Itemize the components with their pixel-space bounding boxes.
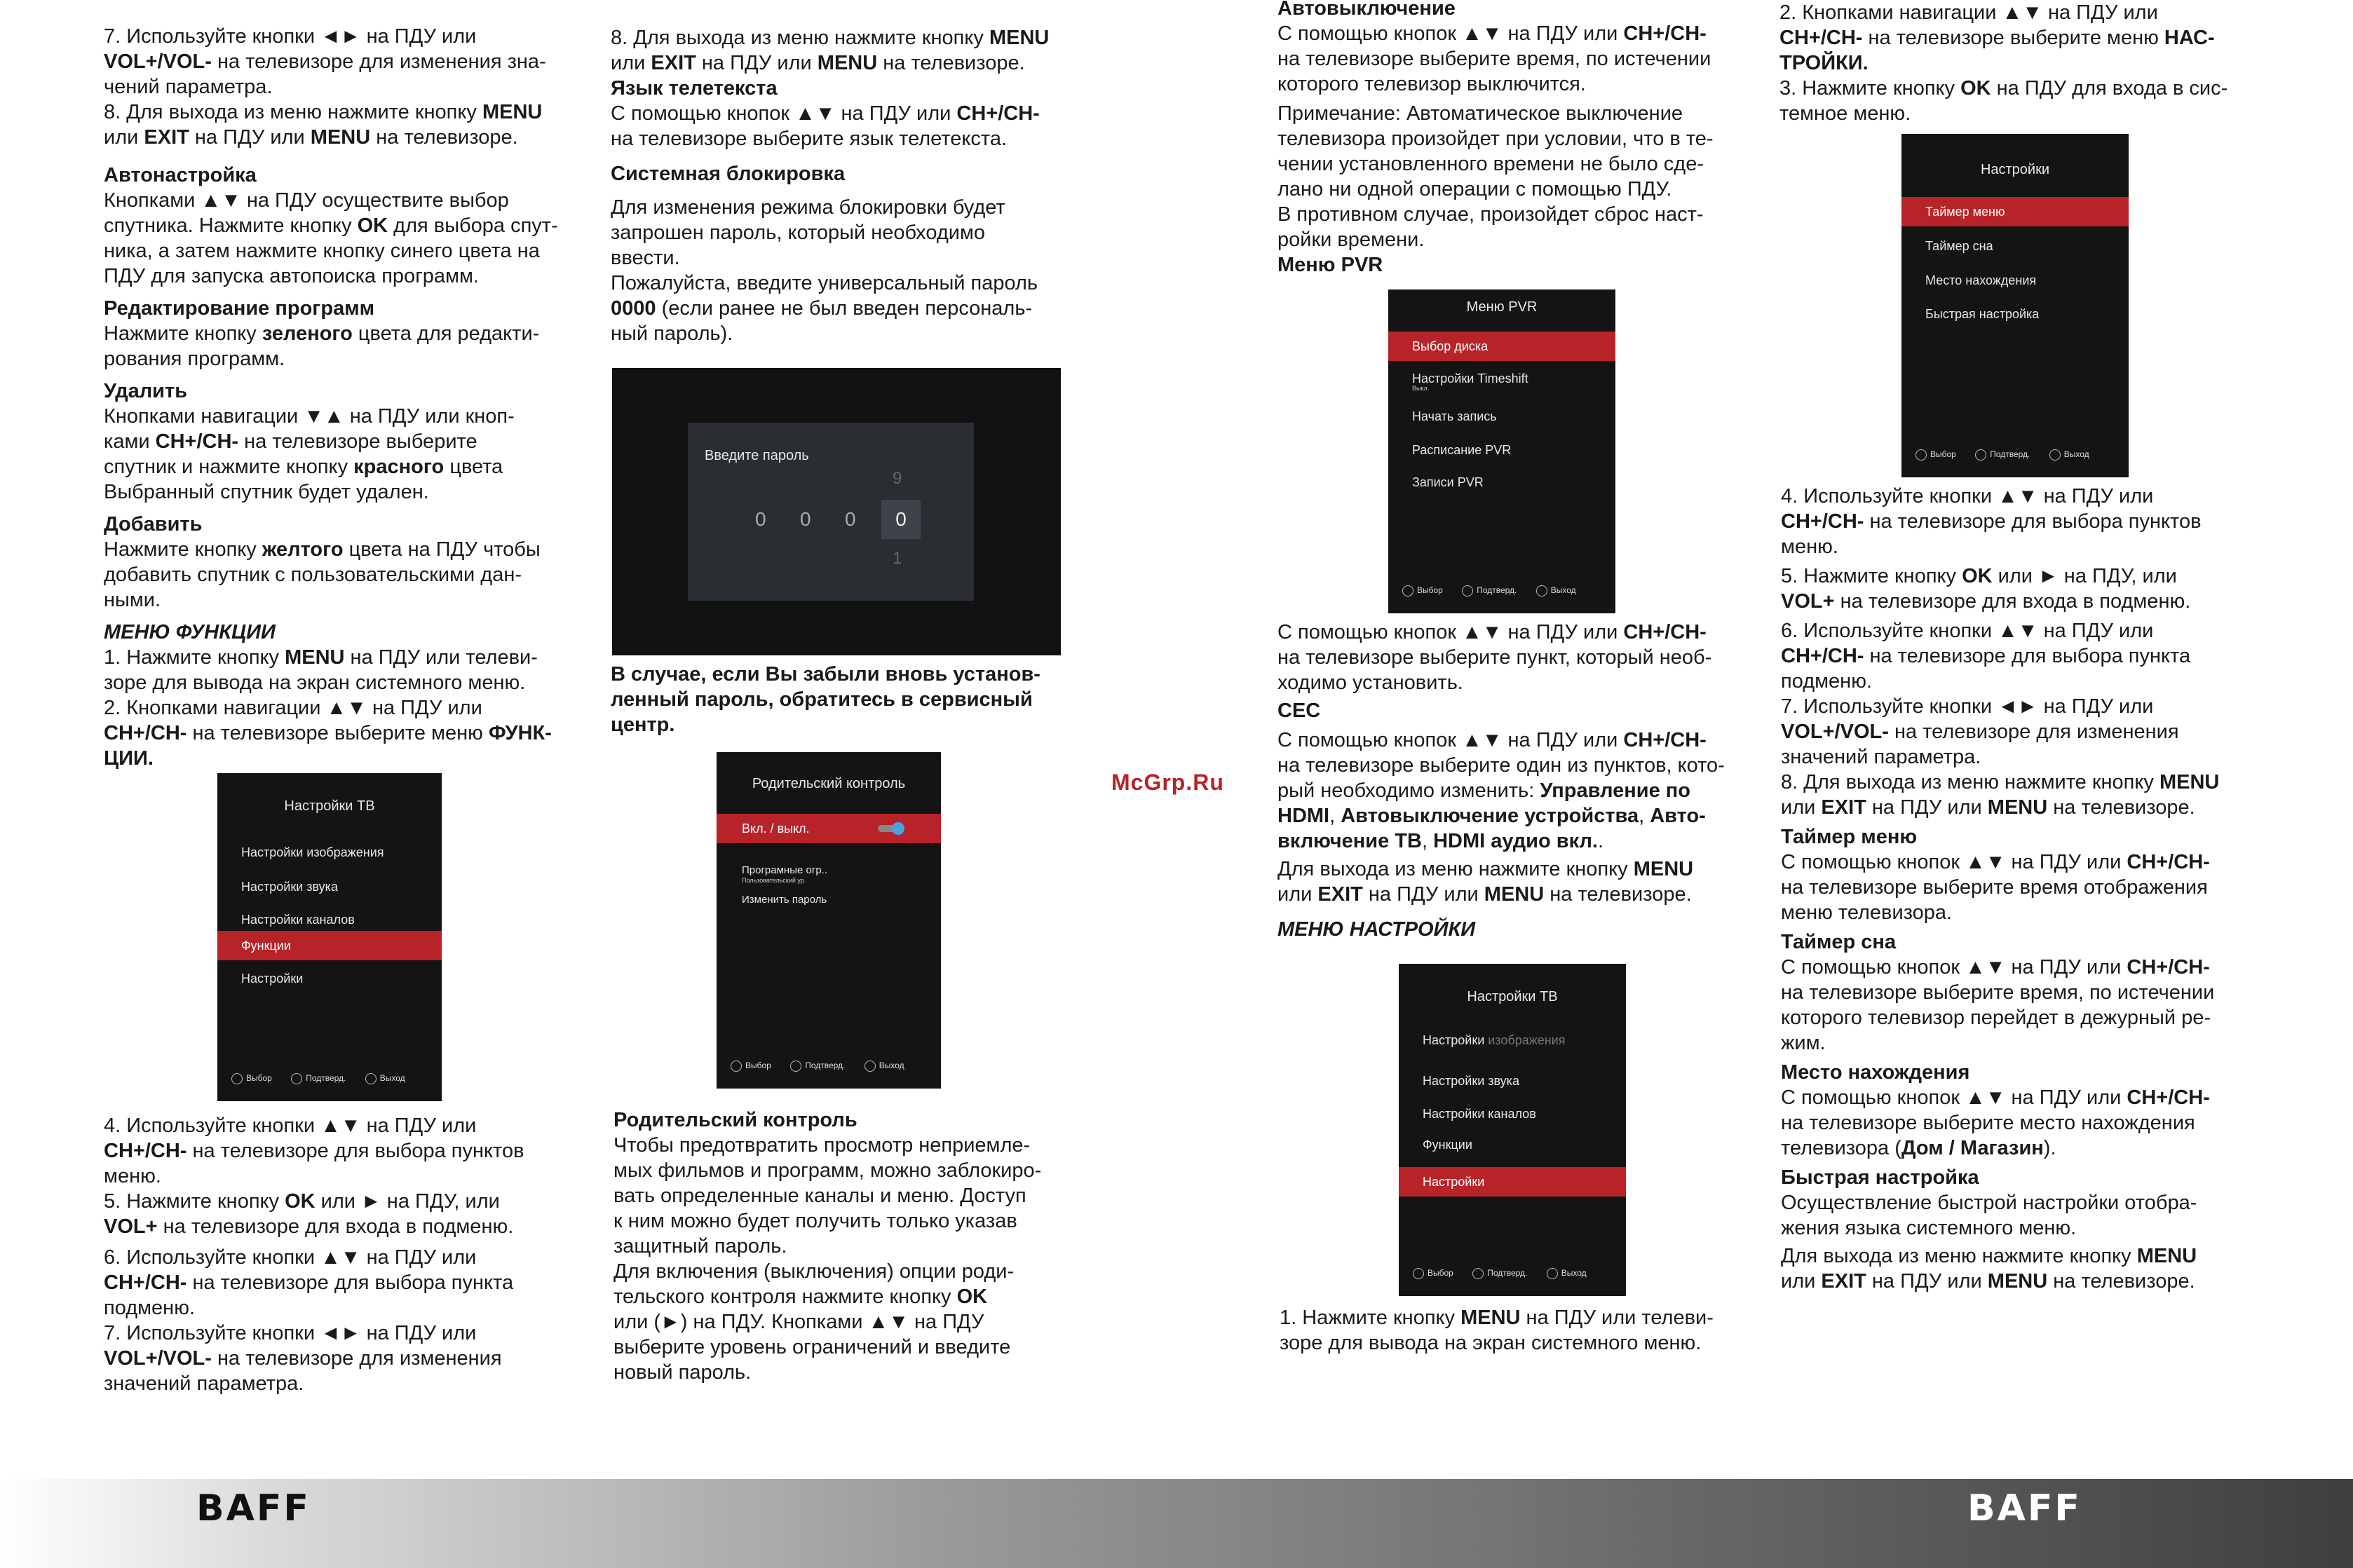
ok-icon — [291, 1073, 302, 1084]
digit-above: 9 — [893, 469, 902, 488]
brand-logo-right: BAFF — [1967, 1487, 2082, 1529]
exit-icon — [1547, 1268, 1558, 1279]
autooff-heading: Автовыключение — [1277, 0, 1456, 20]
screen-footer: Выбор Подтверд. Выход — [1413, 1268, 1619, 1279]
pvr-text: С помощью кнопок ▲▼ на ПДУ или CH+/CH- на телевизоре выберите пункт, который необ- ходимо установить. — [1277, 621, 1712, 694]
screen-footer: Выбор Подтверд. Выход — [1402, 585, 1608, 596]
settings-step-6: 6. Используйте кнопки ▲▼ на ПДУ или CH+/CH- на телевизоре для выбора пункта подменю. — [1781, 620, 2191, 693]
exit-icon — [2049, 449, 2061, 461]
functions-heading: МЕНЮ ФУНКЦИИ — [104, 621, 276, 643]
select-icon — [1402, 585, 1413, 596]
menu-item-selected[interactable]: Настройки — [1399, 1167, 1626, 1197]
location-text: С помощью кнопок ▲▼ на ПДУ или CH+/CH- на телевизоре выберите место нахождения телевизора (Дом / Магазин). — [1781, 1086, 2210, 1159]
pvr-menu-screen — [1388, 289, 1615, 613]
menu-item-selected[interactable]: Таймер меню — [1901, 197, 2129, 226]
screen-title: Меню PVR — [1466, 299, 1538, 315]
menu-item-selected[interactable]: Выбор диска — [1388, 332, 1615, 361]
menu-item[interactable]: Функции — [1423, 1138, 1472, 1152]
menu-item[interactable]: Настройки изображения — [1423, 1033, 1566, 1047]
column-4 — [1779, 0, 2270, 126]
autotune-heading: Автонастройка — [104, 164, 257, 186]
screen-title: Родительский контроль — [752, 776, 906, 791]
ok-icon — [790, 1061, 801, 1072]
quick-setup-text: Осуществление быстрой настройки отобра- жения языка системного меню. — [1781, 1192, 2197, 1239]
edit-heading: Редактирование программ — [104, 297, 375, 320]
exit-text: Для выхода из меню нажмите кнопку MENU или EXIT на ПДУ или MENU на телевизоре. — [1277, 858, 1694, 906]
exit-icon — [365, 1073, 377, 1084]
pvr-heading: Меню PVR — [1277, 254, 1383, 276]
location-heading: Место нахождения — [1781, 1061, 1970, 1084]
screen-title: Настройки — [1980, 162, 2050, 177]
menu-item[interactable]: Настройки каналов — [1423, 1107, 1536, 1121]
password-digit[interactable]: 0 — [800, 508, 811, 530]
cec-heading: CEC — [1277, 700, 1321, 722]
forgot-password-note: В случае, если Вы забыли вновь установ- ленный пароль, обратитесь в сервисный центр. — [611, 663, 1040, 736]
teletext-text: С помощью кнопок ▲▼ на ПДУ или CH+/CH- на телевизоре выберите язык телетекста. — [611, 102, 1040, 150]
delete-text: Кнопками навигации ▼▲ на ПДУ или кноп- ками CH+/CH- на телевизоре выберите спутник и нажмите кнопку красного цвета Выбранный спутник будет удален. — [104, 405, 515, 503]
screen-title: Настройки ТВ — [1467, 989, 1558, 1004]
func-step-1: 1. Нажмите кнопку MENU на ПДУ или телеви- зоре для вывода на экран системного меню. — [104, 646, 538, 694]
menu-item[interactable]: Настройки изображения — [241, 845, 384, 859]
column-1-bottom — [104, 1113, 581, 1396]
func-step-4: 4. Используйте кнопки ▲▼ на ПДУ или CH+/CH- на телевизоре для выбора пунктов меню. — [104, 1114, 524, 1187]
func-step-5: 5. Нажмите кнопку OK или ► на ПДУ, или VOL+ на телевизоре для входа в подменю. — [104, 1190, 514, 1238]
column-2-mid — [611, 662, 1087, 737]
menu-item[interactable]: Програмные огр.. Пользовательский ур. — [742, 864, 827, 884]
screen-footer: Выбор Подтверд. Выход — [231, 1073, 435, 1084]
settings-heading: МЕНЮ НАСТРОЙКИ — [1277, 918, 1476, 941]
step-7: 7. Используйте кнопки ◄► на ПДУ или VOL+/VOL- на телевизоре для изменения зна- чений параметра. — [104, 25, 546, 98]
settings-step-7: 7. Используйте кнопки ◄► на ПДУ или VOL+/VOL- на телевизоре для изменения значений параметра. — [1781, 695, 2179, 768]
menu-item[interactable]: Настройки каналов — [241, 913, 355, 927]
password-label: Введите пароль — [705, 448, 809, 463]
screen-footer: Выбор Подтверд. Выход — [731, 1061, 934, 1072]
system-settings-screen — [1901, 134, 2129, 477]
menu-timer-heading: Таймер меню — [1781, 826, 1918, 848]
toggle-switch[interactable] — [878, 825, 902, 832]
digit-below: 1 — [893, 549, 902, 568]
exit-text: Для выхода из меню нажмите кнопку MENU или EXIT на ПДУ или MENU на телевизоре. — [1781, 1245, 2197, 1293]
cec-text: С помощью кнопок ▲▼ на ПДУ или CH+/CH- на телевизоре выберите один из пунктов, кото- рый необходимо изменить: Управление по HDMI, Автовыключение устройства, Авто- включение ТВ, HDMI аудио вкл.. — [1277, 729, 1725, 852]
settings-step-2: 2. Кнопками навигации ▲▼ на ПДУ или CH+/CH- на телевизоре выберите меню НАС- ТРОЙКИ. — [1779, 1, 2215, 74]
sleep-timer-heading: Таймер сна — [1781, 931, 1897, 953]
teletext-heading: Язык телетекста — [611, 77, 778, 100]
parental-control-screen — [717, 752, 941, 1089]
autooff-note: Примечание: Автоматическое выключение телевизора произойдет при условии, что в те- чении установленного времени не было сде- лано ни одной операции с помощью ПДУ. В противном случае, произойдет сброс наст- ройки времени. — [1277, 102, 1714, 251]
tv-settings-screen-2 — [1399, 964, 1626, 1296]
parental-text: Чтобы предотвратить просмотр неприемле- мых фильмов и программ, можно заблокиро- вать определенные каналы и меню. Доступ к ним можно будет получить только указав защитный пароль. Для включения (выключения) опции роди- тельского контроля нажмите кнопку OK или (►) на ПДУ. Кнопками ▲▼ на ПДУ выберите уровень ограничений и введите новый пароль. — [613, 1134, 1042, 1384]
quick-setup-heading: Быстрая настройка — [1781, 1166, 1979, 1189]
autotune-text: Кнопками ▲▼ на ПДУ осуществите выбор спутника. Нажмите кнопку OK для выбора спут- ника, а затем нажмите кнопку синего цвета на ПДУ для запуска автопоиска программ. — [104, 189, 558, 287]
watermark: McGrp.Ru — [1111, 770, 1224, 795]
step-8: 8. Для выхода из меню нажмите кнопку MENU или EXIT на ПДУ или MENU на телевизоре. — [104, 101, 543, 149]
menu-item[interactable]: Настройки звука — [241, 880, 338, 894]
exit-icon — [1536, 585, 1547, 596]
password-digit[interactable]: 0 — [845, 508, 856, 530]
column-1 — [104, 24, 581, 771]
column-4-bottom — [1781, 484, 2272, 1294]
func-step-2: 2. Кнопками навигации ▲▼ на ПДУ или CH+/CH- на телевизоре выберите меню ФУНК- ЦИИ. — [104, 697, 552, 770]
menu-item[interactable]: Настройки — [241, 972, 304, 986]
tv-settings-screen — [217, 773, 442, 1101]
delete-heading: Удалить — [104, 380, 188, 402]
menu-item[interactable]: Записи PVR — [1412, 475, 1484, 489]
settings-step-8: 8. Для выхода из меню нажмите кнопку MENU или EXIT на ПДУ или MENU на телевизоре. — [1781, 771, 2220, 819]
password-digit[interactable]: 0 — [755, 508, 766, 530]
sleep-timer-text: С помощью кнопок ▲▼ на ПДУ или CH+/CH- на телевизоре выберите время, по истечении которого телевизор перейдет в дежурный ре- жим. — [1781, 956, 2215, 1054]
settings-step-5: 5. Нажмите кнопку OK или ► на ПДУ, или VOL+ на телевизоре для входа в подменю. — [1781, 565, 2191, 613]
func-step-7: 7. Используйте кнопки ◄► на ПДУ или VOL+/VOL- на телевизоре для изменения значений параметра. — [104, 1322, 502, 1395]
menu-item-selected[interactable]: Функции — [217, 931, 442, 960]
autooff-text: С помощью кнопок ▲▼ на ПДУ или CH+/CH- на телевизоре выберите время, по истечении которого телевизор выключится. — [1277, 22, 1711, 95]
password-dialog — [688, 423, 974, 601]
password-screen — [612, 368, 1061, 655]
add-text: Нажмите кнопку желтого цвета на ПДУ чтобы добавить спутник с пользовательскими дан- ными. — [104, 538, 541, 611]
step-8: 8. Для выхода из меню нажмите кнопку MENU или EXIT на ПДУ или MENU на телевизоре. — [611, 27, 1050, 74]
settings-step-1: 1. Нажмите кнопку MENU на ПДУ или телеви- зоре для вывода на экран системного меню. — [1280, 1307, 1714, 1354]
menu-item[interactable]: Начать запись — [1412, 409, 1497, 423]
menu-timer-text: С помощью кнопок ▲▼ на ПДУ или CH+/CH- на телевизоре выберите время отображения меню телевизора. — [1781, 851, 2210, 924]
brand-logo-left: BAFF — [196, 1487, 311, 1529]
ok-icon — [1975, 449, 1986, 461]
settings-step-3: 3. Нажмите кнопку OK на ПДУ для входа в сис- темное меню. — [1779, 77, 2228, 125]
menu-item-selected[interactable]: Вкл. / выкл. — [717, 814, 941, 843]
settings-step-4: 4. Используйте кнопки ▲▼ на ПДУ или CH+/CH- на телевизоре для выбора пунктов меню. — [1781, 485, 2202, 558]
menu-item[interactable]: Быстрая настройка — [1925, 307, 2040, 321]
menu-item[interactable]: Настройки звука — [1423, 1074, 1519, 1088]
menu-item[interactable]: Расписание PVR — [1412, 443, 1512, 457]
password-digit-active[interactable]: 0 — [881, 500, 921, 539]
screen-title: Настройки ТВ — [284, 798, 375, 814]
column-3-bottom — [1280, 1305, 1756, 1356]
column-3 — [1277, 0, 1754, 278]
select-icon — [731, 1061, 742, 1072]
menu-item[interactable]: Место нахождения — [1925, 273, 2037, 287]
lock-heading: Системная блокировка — [611, 163, 846, 185]
menu-item[interactable]: Настройки Timeshift Выкл. — [1412, 371, 1528, 392]
screen-footer: Выбор Подтверд. Выход — [1915, 449, 2122, 461]
select-icon — [1915, 449, 1927, 461]
ok-icon — [1462, 585, 1473, 596]
menu-item[interactable]: Изменить пароль — [742, 894, 827, 906]
exit-icon — [864, 1061, 876, 1072]
add-heading: Добавить — [104, 513, 203, 536]
ok-icon — [1472, 1268, 1484, 1279]
select-icon — [231, 1073, 243, 1084]
func-step-6: 6. Используйте кнопки ▲▼ на ПДУ или CH+/CH- на телевизоре для выбора пункта подменю. — [104, 1246, 514, 1319]
column-3-mid — [1277, 620, 1754, 942]
lock-text: Для изменения режима блокировки будет запрошен пароль, который необходимо ввести. Пожалуйста, введите универсальный пароль 0000 (если ранее не был введен персональ- ный пароль). — [611, 196, 1038, 345]
parental-heading: Родительский контроль — [613, 1109, 857, 1131]
edit-text: Нажмите кнопку зеленого цвета для редакти- рования программ. — [104, 322, 540, 370]
select-icon — [1413, 1268, 1424, 1279]
column-2-bottom — [613, 1107, 1090, 1385]
column-2 — [611, 25, 1087, 346]
menu-item[interactable]: Таймер сна — [1925, 239, 1993, 253]
